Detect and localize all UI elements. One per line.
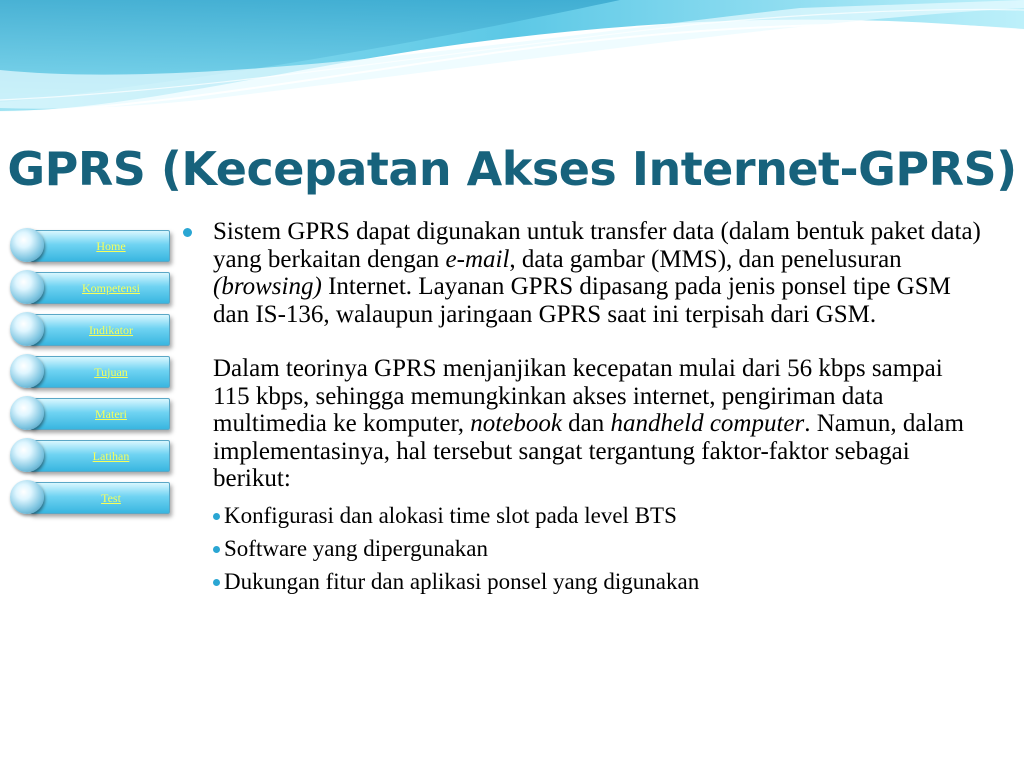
para1-text-2: , data gambar (MMS), dan penelusuran <box>509 245 902 273</box>
nav-item-home[interactable] <box>8 226 168 268</box>
nav-item-test[interactable] <box>8 478 168 520</box>
main-bullet <box>183 218 983 493</box>
sub-bullet-item <box>183 499 983 532</box>
bullet-icon <box>213 579 220 586</box>
nav-item-materi[interactable] <box>8 394 168 436</box>
para2-italic-notebook: notebook <box>470 410 562 437</box>
nav-button-test[interactable] <box>30 482 170 514</box>
para1-italic-browsing: (browsing) <box>213 273 322 300</box>
sub-bullet-text: Software yang dipergunakan <box>224 535 488 561</box>
para2-text-1: Dalam teorinya GPRS menjanjikan kecepatan mulai dari 56 kbps sampai 115 kbps, sehingga memungkinkan akses internet, pengiriman data multimedia ke komputer, <box>213 355 943 437</box>
para1-text-3: Internet. Layanan GPRS dipasang pada jenis ponsel tipe GSM dan IS-136, walaupun jaringaan GPRS saat ini terpisah dari GSM. <box>213 273 951 328</box>
sphere-icon <box>10 270 44 304</box>
para2-text-2: dan <box>561 410 611 437</box>
sub-bullet-text: Dukungan fitur dan aplikasi ponsel yang digunakan <box>224 568 700 594</box>
slide-body <box>183 218 983 598</box>
slide-title: GPRS (Kecepatan Akses Internet-GPRS) <box>7 142 1017 196</box>
sphere-icon <box>10 396 44 430</box>
nav-link-kompetensi[interactable]: Kompetensi <box>82 280 140 295</box>
sphere-icon <box>10 228 44 262</box>
paragraph-gap <box>213 328 983 355</box>
nav-item-tujuan[interactable] <box>8 352 168 394</box>
nav-link-tujuan[interactable]: Tujuan <box>94 364 128 379</box>
para1-italic-email: e-mail <box>445 245 510 273</box>
nav-menu <box>8 226 168 520</box>
nav-button-indikator[interactable] <box>30 314 170 346</box>
nav-item-indikator[interactable] <box>8 310 168 352</box>
header-wave-decoration <box>0 0 1024 140</box>
nav-link-latihan[interactable]: Latihan <box>92 448 130 463</box>
sub-bullet-item <box>183 565 983 598</box>
nav-button-kompetensi[interactable] <box>30 272 170 304</box>
sub-bullet-item <box>183 532 983 565</box>
bullet-icon <box>183 228 192 237</box>
nav-button-home[interactable] <box>30 230 170 262</box>
sphere-icon <box>10 312 44 346</box>
nav-link-materi[interactable]: Materi <box>95 406 127 421</box>
sub-bullet-list <box>183 499 983 598</box>
nav-button-latihan[interactable] <box>30 440 170 472</box>
nav-item-kompetensi[interactable] <box>8 268 168 310</box>
sub-bullet-text: Konfigurasi dan alokasi time slot pada level BTS <box>224 502 677 528</box>
nav-link-test[interactable]: Test <box>101 490 121 505</box>
sphere-icon <box>10 480 44 514</box>
nav-item-latihan[interactable] <box>8 436 168 478</box>
bullet-icon <box>213 546 220 553</box>
sphere-icon <box>10 438 44 472</box>
nav-button-materi[interactable] <box>30 398 170 430</box>
bullet-icon <box>213 513 220 520</box>
nav-link-home[interactable]: Home <box>96 238 126 253</box>
sphere-icon <box>10 354 44 388</box>
para2-text-3: . Namun, dalam implementasinya, hal tersebut sangat tergantung faktor-faktor sebagai berikut: <box>213 410 964 492</box>
nav-button-tujuan[interactable] <box>30 356 170 388</box>
para1-text-1: Sistem GPRS dapat digunakan untuk transfer data (dalam bentuk paket data) yang berkaitan dengan <box>213 218 981 273</box>
para2-italic-handheld: handheld computer <box>610 410 805 437</box>
nav-link-indikator[interactable]: Indikator <box>89 322 133 337</box>
